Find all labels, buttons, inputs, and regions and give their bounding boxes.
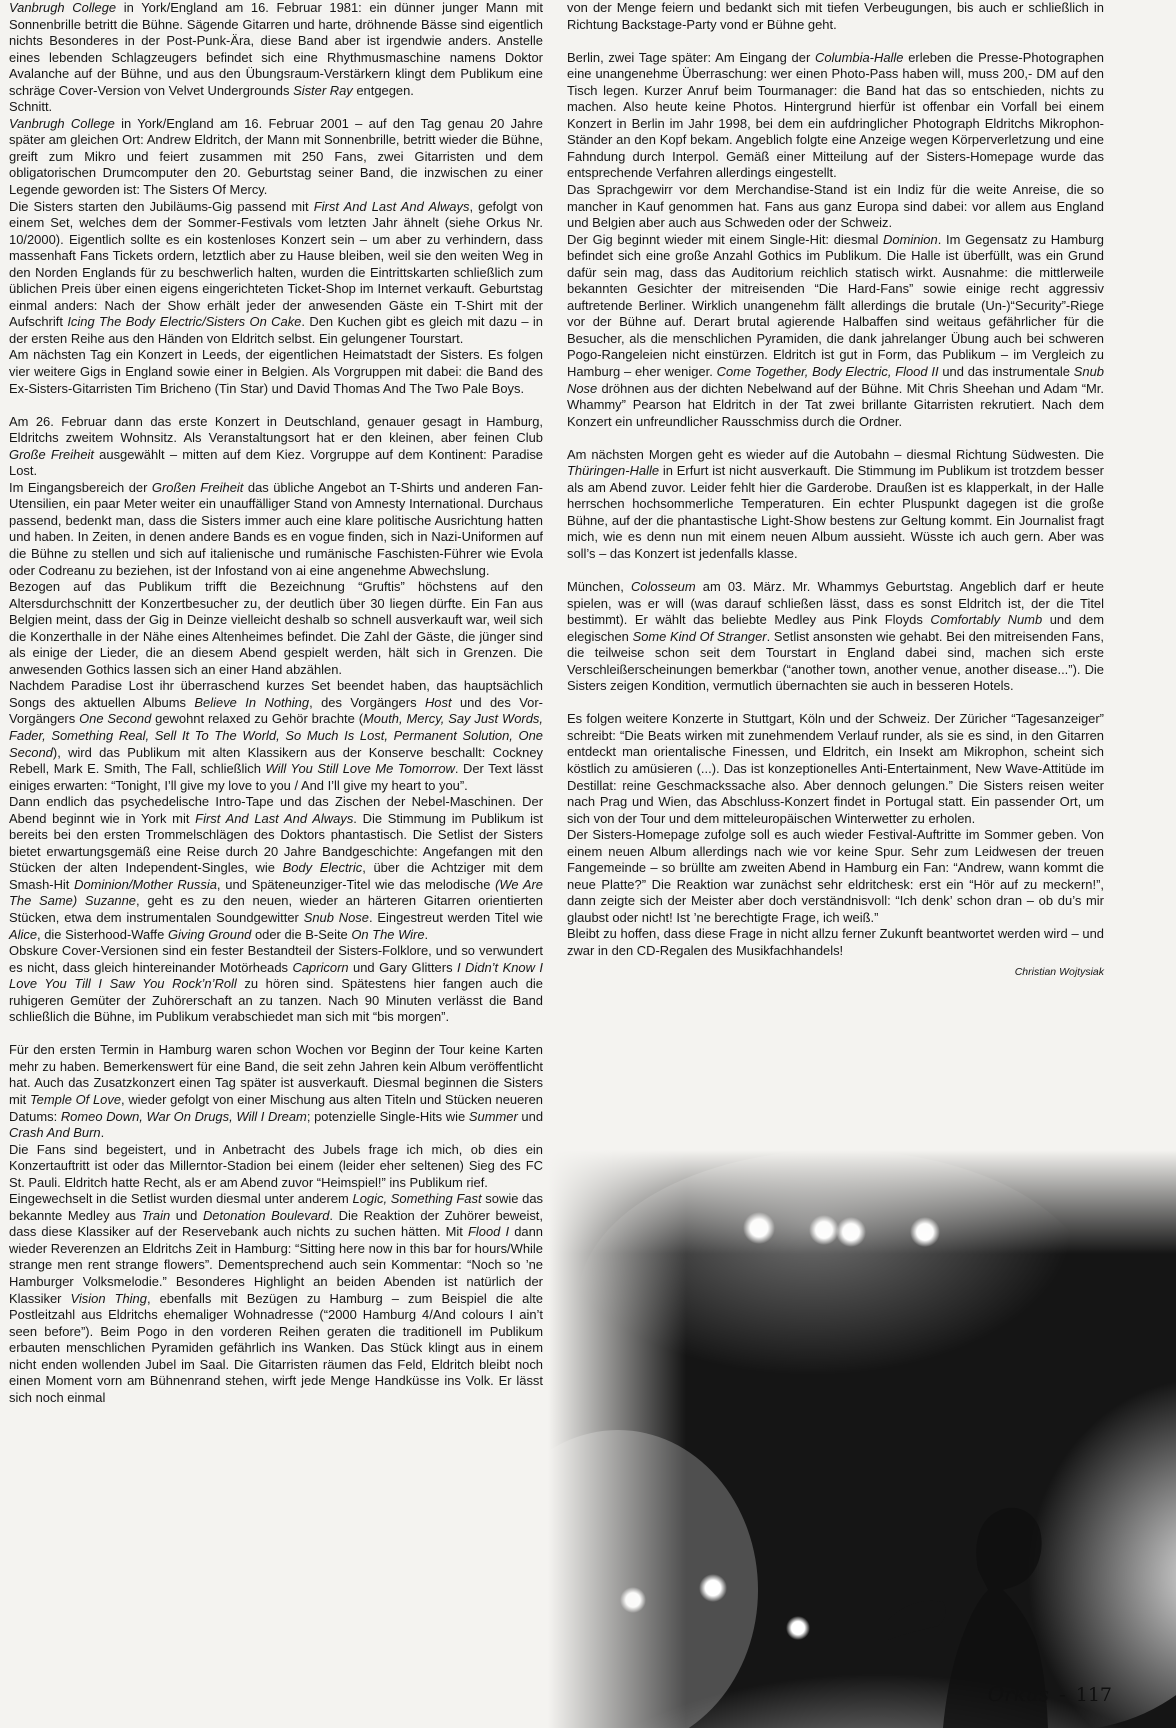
article-paragraph: Im Eingangsbereich der Großen Freiheit das übliche Angebot an T-Shirts und anderen Fan-Utensilien, ein paar Meter weiter ein unauffälliger Stand von Amnesty International. Durchaus passend, bedenkt man, dass die Sisters immer auch eine klare politische Ausrichtung hatten und haben. In Zeiten, in denen andere Bands es en vogue finden, sich in Nazi-Uniformen auf die Bühne zu stellen und sich auf italienische und rumänische Faschisten-Führer wie Evola oder Codreanu zu beziehen, ist der Infostand von ai eine angenehme Abwechslung. <box>9 479 543 578</box>
magazine-name: Orkus <box>987 1682 1049 1706</box>
paragraph-gap <box>567 33 1104 50</box>
article-paragraph: Die Sisters starten den Jubiläums-Gig passend mit First And Last And Always, gefolgt von einem Set, welches dem der Sommer-Festivals vom letzten Jahr ähnelt (siehe Orkus Nr. 10/2000). Eigentlich sollte es ein kostenloses Konzert sein – um aber zu verhindern, dass massenhaft Fans Tickets ordern, letztlich aber zu Hause bleiben, weil sie den weiten Weg in den Norden Englands für zu beschwerlich halten, wurden die Eintrittskarten schließlich zum üblichen Preis über einen eigens eingerichteten Ticket-Shop im Internet verkauft. Geburtstag einmal anders: Nach der Show erhält jeder der anwesenden Gäste ein T-Shirt mit der Aufschrift Icing The Body Electric/Sisters On Cake. Den Kuchen gibt es gleich mit dazu – in der ersten Reihe aus den Händen von Eldritch selbst. Ein gelungener Tourstart. <box>9 198 543 346</box>
article-paragraph: Vanbrugh College in York/England am 16. Februar 1981: ein dünner junger Mann mit Sonnenbrille betritt die Bühne. Sägende Gitarren und harte, dröhnende Bässe sind eigentlich nichts Besonderes in der Post-Punk-Ära, diese Band aber ist irgendwie anders. Anstelle eines lebenden Schlagzeugers befindet sich eine Rhythmusmaschine namens Doktor Avalanche auf der Bühne, und aus den Übungsraum-Verstärkern klingt dem Publikum eine schräge Cover-Version von Velvet Undergrounds Sister Ray entgegen. <box>9 0 543 98</box>
article-paragraph: Bleibt zu hoffen, dass diese Frage in nicht allzu ferner Zukunft beantwortet werden wird – und zwar in den CD-Regalen des Musikfachhandels! <box>567 926 1104 958</box>
article-column-right-body <box>567 0 1104 960</box>
article-paragraph: München, Colosseum am 03. März. Mr. Whammys Geburtstag. Angeblich darf er heute spielen, was er will (was darauf schließen lässt, dass es sonst Eldritch ist, der die Titel bestimmt). Er wählt das beliebte Medley aus Pink Floyds Comfortably Numb und dem elegischen Some Kind Of Stranger. Setlist ansonsten wie gehabt. Bei den mitreisenden Fans, die teilweise schon seit dem Tourstart in England dabei sind, machen sich erste Verschleißerscheinungen bemerkbar (“another town, another venue, another disease...”). Die Sisters zeigen Kondition, vermutlich übernachten sie auch in besseren Hotels. <box>567 579 1104 694</box>
article-column-right <box>567 0 1104 980</box>
article-paragraph: Berlin, zwei Tage später: Am Eingang der Columbia-Halle erleben die Presse-Photographen eine unangenehme Überraschung: wer einen Photo-Pass haben will, muss 200,- DM auf den Tisch legen. Kurzer Anruf beim Tourmanager: die Band hat das so entschieden, nichts zu machen. Also heute keine Photos. Hintergrund hierfür ist offenbar ein Vorfall bei einem Konzert in Berlin im Jahr 1998, bei dem ein aufdringlicher Photograph Eldritchs Mikrophon-Ständer an den Kopf bekam. Angeblich folgte eine Anzeige wegen Körperverletzung und eine Fahndung durch Interpol. Gemäß einer Mitteilung auf der Sisters-Homepage wurde das entsprechende Verfahren allerdings eingestellt. <box>567 49 1104 181</box>
article-paragraph: Eingewechselt in die Setlist wurden diesmal unter anderem Logic, Something Fast sowie das bekannte Medley aus Train und Detonation Boulevard. Die Reaktion der Zuhörer beweist, dass diese Klassiker auf der Reservebank auch nichts zu suchen hätten. Mit Flood I dann wieder Reverenzen an Eldritchs Zeit in Hamburg: “Sitting here now in this bar for hours/While strange men rent strange flowers”. Dementsprechend auch sein Kommentar: “Noch so ’ne Hamburger Volksmelodie.” Besonderes Highlight an beiden Abenden ist natürlich der Klassiker Vision Thing, ebenfalls mit Bezügen zu Hamburg – zum Beispiel die alte Postleitzahl aus Eldritchs ehemaliger Wohnadresse (“2000 Hamburg 4/And colours I ain’t seen before”). Beim Pogo in den vorderen Reihen geraten die traditionell im Publikum erbauten menschlichen Pyramiden gefährlich ins Wanken. Das Stück klingt aus in einem nicht enden wollenden Jubel im Saal. Die Gitarristen räumen das Feld, Eldritch bleibt noch einen Moment vorn am Bühnenrand stehen, wirft jede Menge Handküsse ins Volk. Er lässt sich noch einmal <box>9 1191 544 1405</box>
article-paragraph: Das Sprachgewirr vor dem Merchandise-Stand ist ein Indiz für die weite Anreise, die so mancher in Kauf genommen hat. Fans aus ganz Europa sind dabei: vor allem aus England und Belgien aber auch aus Schweden oder der Schweiz. <box>567 181 1104 231</box>
paragraph-gap <box>9 397 543 414</box>
article-paragraph: Vanbrugh College in York/England am 16. Februar 2001 – auf den Tag genau 20 Jahre später am gleichen Ort: Andrew Eldritch, der Mann mit Sonnenbrille, betritt wieder die Bühne, greift zum Mikro und feiert zusammen mit 250 Fans, zwei Gitarristen und dem obligatorischen Drumcomputer den 20. Geburtstag seiner Band, die inzwischen zu einer Legende geworden ist: The Sisters Of Mercy. <box>9 115 543 198</box>
article-paragraph: von der Menge feiern und bedankt sich mit tiefen Verbeugungen, bis auch er schließlich in Richtung Backstage-Party vond er Bühne geht. <box>567 0 1104 32</box>
page-number: 117 <box>1075 1684 1112 1706</box>
article-paragraph: Es folgen weitere Konzerte in Stuttgart, Köln und der Schweiz. Der Züricher “Tagesanzeiger” schreibt: “Die Beats wirken mit zunehmendem Verlauf runder, als sie es sind, in den Gitarren entdeckt man orientalische Finessen, und Eldritch, ein Insekt am Mikrophon, scheint sich köstlich zu amüsieren (...). Das ist konzeptionelles Anti-Entertainment, New Wave-Attitüde im Destillat: reine Geschmackssache also. Aber dennoch gelungen.” Die Sisters reisen weiter nach Prag und Wien, das Abschluss-Konzert findet in Portugal statt. Ein passender Ort, um sich von der Tour und dem mitteleuropäischen Winterwetter zu erholen. <box>567 711 1104 826</box>
article-paragraph: Nachdem Paradise Lost ihr überraschend kurzes Set beendet haben, das hauptsächlich Songs des aktuellen Albums Believe In Nothing, des Vorgängers Host und des Vor-Vorgängers One Second gewohnt relaxed zu Gehör brachte (Mouth, Mercy, Say Just Words, Fader, Something Real, Sell It To The World, So Much Is Lost, Permanent Solution, One Second), wird das Publikum mit alten Klassikern aus der Konserve beschallt: Cockney Rebell, Mark E. Smith, The Fall, schließlich Will You Still Love Me Tomorrow. Der Text lässt einiges erwarten: “Tonight, I’ll give my love to you / And I’ll give my heart to you”. <box>9 678 543 793</box>
article-paragraph: Die Fans sind begeistert, und in Anbetracht des Jubels frage ich mich, ob dies ein Konzertauftritt ist oder das Millerntor-Stadion bei einem (leider eher seltenen) Sieg des FC St. Pauli. Eldritch hatte Recht, als er am Abend zuvor “Heimspiel!” ins Publikum rief. <box>9 1141 543 1190</box>
article-paragraph: Obskure Cover-Versionen sind ein fester Bestandteil der Sisters-Folklore, und so verwundert es nicht, dass gleich hintereinander Motörheads Capricorn und Gary Glitters I Didn’t Know I Love You Till I Saw You Rock’n’Roll zu hören sind. Spätestens hier fangen auch die ruhigeren Gemüter der Zuhörerschaft an zu tanzen. Nach 90 Minuten verlässt die Band schließlich die Bühne, im Publikum verabschiedet man sich mit “bis morgen”. <box>9 943 543 1025</box>
page-footer <box>988 1682 1112 1706</box>
author-byline: Christian Wojtysiak <box>1014 965 1104 978</box>
article-paragraph: Bezogen auf das Publikum trifft die Bezeichnung “Gruftis” höchstens auf den Altersdurchschnitt der Konzertbesucher zu, der deutlich über 30 liegen dürfte. Ein Fan aus Belgien meint, dass der Gig in Deinze vielleicht deshalb so schnell ausverkauft war, weil sich die Konzerthalle in der Nähe eines Altenheimes befindet. Die Zahl der Gäste, die jünger sind als einige der Lieder, die an diesem Abend gespielt werden, hält sich in Grenzen. Die anwesenden Gothics lassen sich an einer Hand abzählen. <box>9 579 543 677</box>
article-paragraph: Am nächsten Morgen geht es wieder auf die Autobahn – diesmal Richtung Südwesten. Die Thüringen-Halle in Erfurt ist nicht ausverkauft. Die Stimmung im Publikum ist trotzdem besser als am Abend zuvor. Leider fehlt hier die Garderobe. Draußen ist es klapperkalt, in der Halle herrschen hochsommerliche Temperaturen. Ein echter Pluspunkt dagegen ist die große Bühne, auf der die phantastische Light-Show bestens zur Geltung kommt. Ein Journalist fragt mich, wie es denn nun mit einem neuen Album aussieht. Wüsste ich auch gern. Aber was soll’s – das Konzert ist jedenfalls klasse. <box>567 446 1104 561</box>
paragraph-gap <box>9 1026 543 1043</box>
article-paragraph: Am nächsten Tag ein Konzert in Leeds, der eigentlichen Heimatstadt der Sisters. Es folgen vier weitere Gigs in England sowie einer in Belgien. Als Vorgruppen mit dabei: die Band des Ex-Sisters-Gitarristen Tim Bricheno (Tin Star) und David Thomas And The Two Pale Boys. <box>9 347 543 396</box>
article-paragraph: Schnitt. <box>9 99 53 115</box>
paragraph-gap <box>567 563 1104 580</box>
article-paragraph: Dann endlich das psychedelische Intro-Tape und das Zischen der Nebel-Maschinen. Der Abend beginnt wie in York mit First And Last And Always. Die Stimmung im Publikum ist bereits bei den ersten Trommelschlägen des Doktors phantastisch. Die Setlist der Sisters bietet erwartungsgemäß eine Reise durch 20 Jahre Bandgeschichte: Angefangen mit den Stücken der alten Independent-Singles, wie Body Electric, über die Achtziger mit dem Smash-Hit Dominion/Mother Russia, und Späteneunziger-Titel wie das melodische (We Are The Same) Suzanne, geht es zu den neuen, wieder an härteren Gitarren orientierten Stücken, etwa dem instrumentalen Soundgewitter Snub Nose. Eingestreut werden Titel wie Alice, die Sisterhood-Waffe Giving Ground oder die B-Seite On The Wire. <box>9 794 544 942</box>
paragraph-gap <box>567 430 1104 447</box>
footer-separator: - <box>1058 1682 1066 1706</box>
concert-photo-graphic <box>548 1150 1176 1728</box>
article-paragraph: Der Gig beginnt wieder mit einem Single-Hit: diesmal Dominion. Im Gegensatz zu Hamburg befindet sich eine große Anzahl Gothics im Publikum. Die Halle ist überfüllt, was ein Grund dafür sein mag, dass das Auditorium reichlich statisch wirkt. Ausnahme: die mittlerweile bekannten Gesichter der mitreisenden “Die Hard-Fans” sowie einige recht aggressiv auftretende Berliner. Wirklich unangenehm fällt allerdings die brutale (Un-)“Security”-Riege vor der Bühne auf. Derart brutal agierende Halbaffen sind weitaus gefährlicher für die Besucher, als die menschlichen Pyramiden, die dank jahrelanger Übung auch bei schweren Pogo-Rangeleien nicht einstürzen. Eldritch ist gut in Form, das Publikum – im Vergleich zu Hamburg – eher weniger. Come Together, Body Electric, Flood II und das instrumentale Snub Nose dröhnen aus der dichten Nebelwand auf der Bühne. Mit Chris Sheehan und Adam “Mr. Whammy” Pearson hat Eldritch in der Tat zwei brillante Gitarristen rekrutiert. Nach dem Konzert ein unfreundlicher Rausschmiss durch die Ordner. <box>567 231 1104 429</box>
article-paragraph: Der Sisters-Homepage zufolge soll es auch wieder Festival-Auftritte im Sommer geben. Von einem neuen Album allerdings nach wie vor keine Spur. Sehr zum Leidwesen der treuen Fangemeinde – so brüllte am zweiten Abend in Hamburg ein Fan: “Andrew, wann kommt die neue Platte?” Die Reaktion war zunächst sehr eldritchesk: erst ein “Hör auf zu meckern!”, dann zeigte sich der Meister aber doch verständnisvoll: “Ich denk’ schon dran – ob du’s mir glaubst oder nicht! Ist ’ne berechtigte Frage, ich weiß.” <box>567 827 1104 925</box>
article-paragraph: Für den ersten Termin in Hamburg waren schon Wochen vor Beginn der Tour keine Karten mehr zu haben. Bemerkenswert für eine Band, die seit zehn Jahren kein Album veröffentlicht hat. Auch das Zusatzkonzert einen Tag später ist ausverkauft. Diesmal beginnen die Sisters mit Temple Of Love, wieder gefolgt von einer Mischung aus alten Titeln und Stücken neueren Datums: Romeo Down, War On Drugs, Will I Dream; potenzielle Single-Hits wie Summer und Crash And Burn. <box>9 1042 544 1141</box>
paragraph-gap <box>567 695 1104 712</box>
article-paragraph: Am 26. Februar dann das erste Konzert in Deutschland, genauer gesagt in Hamburg, Eldritchs zweitem Wohnsitz. Als Veranstaltungsort hat er den kleinen, aber feinen Club Große Freiheit ausgewählt – mitten auf dem Kiez. Vorgruppe auf dem Kontinent: Paradise Lost. <box>9 413 543 479</box>
article-column-left <box>9 0 543 1406</box>
concert-photo <box>548 1150 1176 1728</box>
